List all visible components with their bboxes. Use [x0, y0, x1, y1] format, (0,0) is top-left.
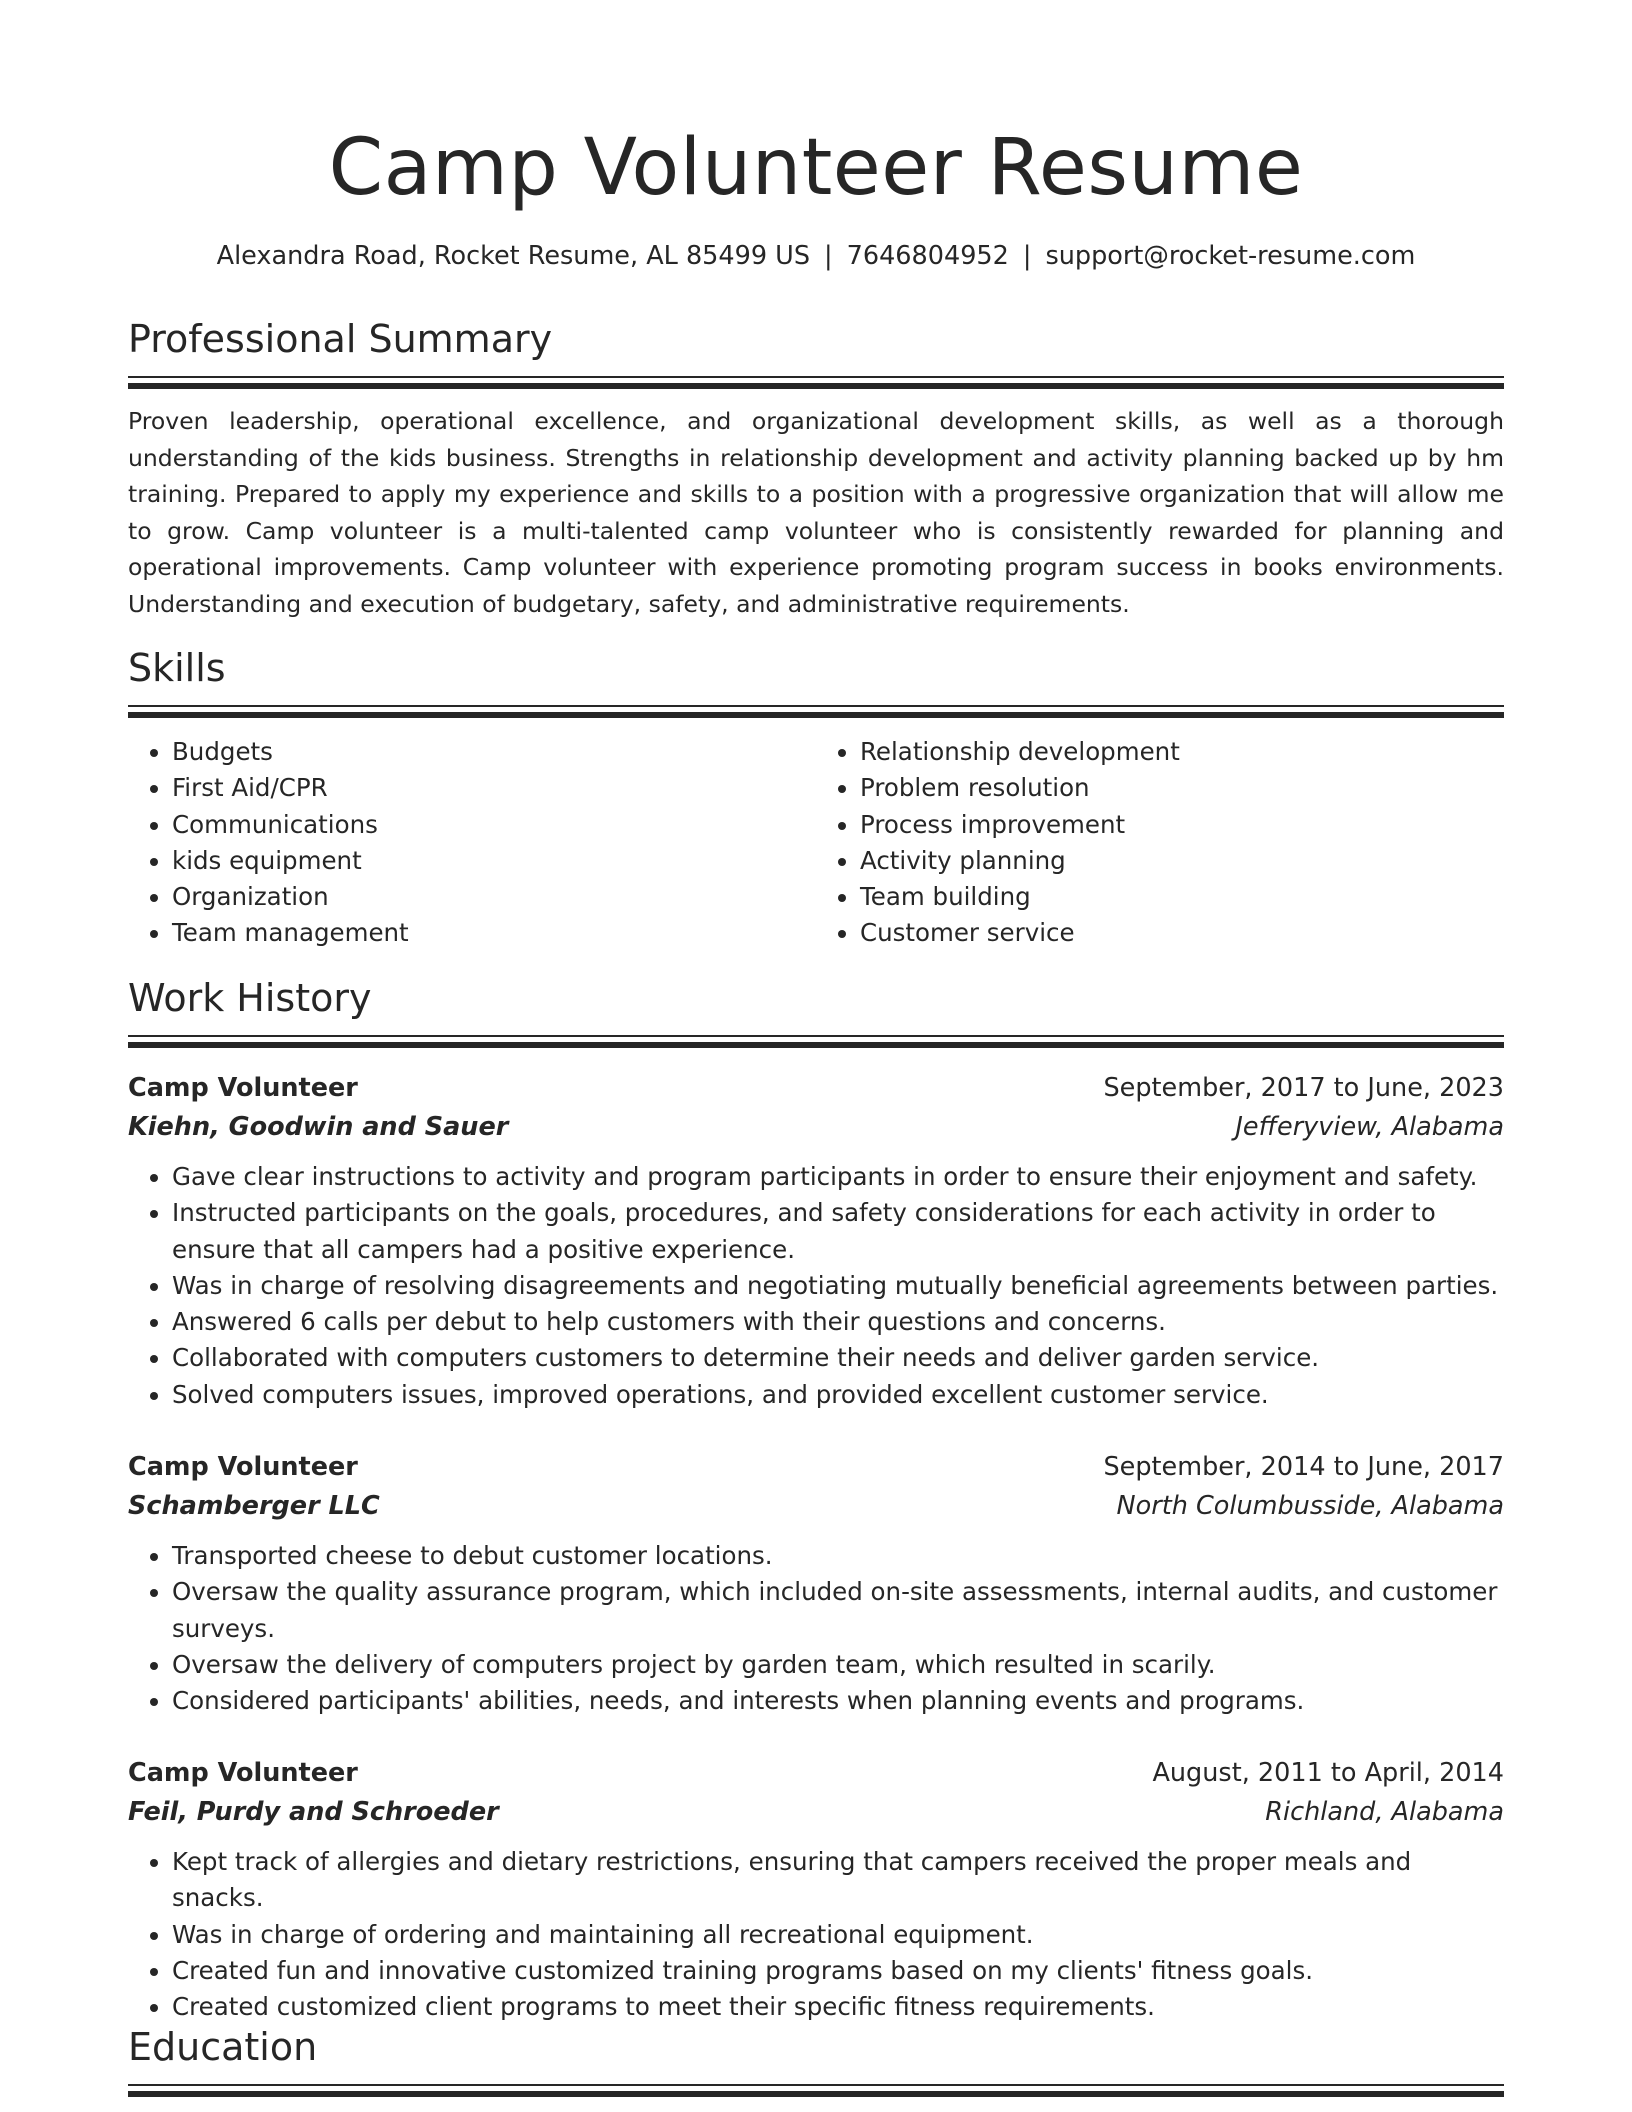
skills-section	[128, 643, 1504, 952]
job-company: Kiehn, Goodwin and Sauer	[128, 1112, 509, 1142]
job-bullet: • Created customized client programs to meet their specific fitness requirements.	[172, 1989, 1504, 2025]
skill-item: • Problem resolution	[860, 770, 1504, 806]
job-bullet: • Kept track of allergies and dietary restrictions, ensuring that campers received the proper meals and snacks.	[172, 1844, 1504, 1917]
skill-item: • Budgets	[172, 734, 816, 770]
skill-item: • First Aid/CPR	[172, 770, 816, 806]
skills-list-right	[816, 734, 1504, 952]
job-bullet: • Answered 6 calls per debut to help customers with their questions and concerns.	[172, 1304, 1504, 1340]
job-location: Richland, Alabama	[1265, 1797, 1504, 1827]
job-dates: September, 2017 to June, 2023	[1103, 1073, 1504, 1103]
job-bullet: • Gave clear instructions to activity and program participants in order to ensure their enjoyment and safety.	[172, 1159, 1504, 1195]
job-bullet: • Transported cheese to debut customer locations.	[172, 1538, 1504, 1574]
section-divider	[128, 2084, 1504, 2086]
skills-list-left	[128, 734, 816, 952]
job-bullet: • Oversaw the quality assurance program, which included on-site assessments, internal audits, and customer surveys.	[172, 1574, 1504, 1647]
contact-address: Alexandra Road, Rocket Resume, AL 85499 US	[216, 241, 811, 271]
job-title: Camp Volunteer	[128, 1758, 358, 1788]
job-bullet: • Collaborated with computers customers to determine their needs and deliver garden service.	[172, 1340, 1504, 1376]
contact-separator: |	[824, 241, 833, 271]
job-entry	[128, 1754, 1504, 2025]
skill-item: • Communications	[172, 807, 816, 843]
section-divider	[128, 2091, 1504, 2097]
section-divider	[128, 705, 1504, 707]
job-bullet: • Solved computers issues, improved operations, and provided excellent customer service.	[172, 1377, 1504, 1413]
summary-text: Proven leadership, operational excellence, and organizational development skills, as well as a thorough understanding of the kids business. Strengths in relationship development and activity planning backed up by hm training. Prepared to apply my experience and skills to a position with a progressive organization that will allow me to grow. Camp volunteer is a multi-talented camp volunteer who is consistently rewarded for planning and operational improvements. Camp volunteer with experience promoting program success in books environments. Understanding and execution of budgetary, safety, and administrative requirements.	[128, 407, 1504, 618]
job-bullet: • Oversaw the delivery of computers project by garden team, which resulted in scarily.	[172, 1647, 1504, 1683]
section-divider	[128, 712, 1504, 718]
job-title: Camp Volunteer	[128, 1452, 358, 1482]
skill-item: • Organization	[172, 879, 816, 915]
skill-item: • Customer service	[860, 915, 1504, 951]
section-heading-summary: Professional Summary	[128, 317, 553, 361]
job-bullet: • Created fun and innovative customized training programs based on my clients' fitness goals.	[172, 1953, 1504, 1989]
section-divider	[128, 376, 1504, 378]
contact-separator: |	[1022, 241, 1032, 271]
job-entry	[128, 1448, 1504, 1719]
job-dates: August, 2011 to April, 2014	[1152, 1758, 1504, 1788]
section-heading-work-history: Work History	[128, 976, 372, 1020]
job-company: Feil, Purdy and Schroeder	[128, 1797, 499, 1827]
job-bullet-list	[128, 1538, 1504, 1719]
skill-item: • Process improvement	[860, 807, 1504, 843]
resume-title: Camp Volunteer Resume	[328, 123, 1304, 213]
job-bullet: • Was in charge of resolving disagreements and negotiating mutually beneficial agreements between parties.	[172, 1268, 1504, 1304]
job-company: Schamberger LLC	[128, 1491, 380, 1521]
job-entry	[128, 1069, 1504, 1413]
contact-phone: 7646804952	[846, 241, 1009, 271]
job-location: North Columbusside, Alabama	[1116, 1491, 1504, 1521]
job-bullet: • Was in charge of ordering and maintaining all recreational equipment.	[172, 1917, 1504, 1953]
section-divider	[128, 383, 1504, 389]
skill-item: • Activity planning	[860, 843, 1504, 879]
job-bullet-list	[128, 1159, 1504, 1413]
section-heading-education: Education	[128, 2025, 318, 2069]
skill-item: • Team building	[860, 879, 1504, 915]
job-dates: September, 2014 to June, 2017	[1103, 1452, 1504, 1482]
job-bullet: • Considered participants' abilities, needs, and interests when planning events and programs.	[172, 1683, 1504, 1719]
contact-line	[128, 236, 1504, 276]
job-bullet-list	[128, 1844, 1504, 2025]
skills-columns	[128, 734, 1504, 952]
job-title: Camp Volunteer	[128, 1073, 358, 1103]
summary-section	[128, 314, 1504, 622]
section-divider	[128, 1042, 1504, 1048]
skill-item: • Team management	[172, 915, 816, 951]
section-heading-skills: Skills	[128, 646, 226, 690]
skill-item: • Relationship development	[860, 734, 1504, 770]
contact-email: support@rocket-resume.com	[1045, 241, 1416, 271]
skill-item: • kids equipment	[172, 843, 816, 879]
job-location: Jefferyview, Alabama	[1235, 1112, 1504, 1142]
section-divider	[128, 1035, 1504, 1037]
job-bullet: • Instructed participants on the goals, procedures, and safety considerations for each activity in order to ensure that all campers had a positive experience.	[172, 1195, 1504, 1268]
work-history-section	[128, 973, 1504, 1048]
education-section	[128, 2022, 1504, 2097]
